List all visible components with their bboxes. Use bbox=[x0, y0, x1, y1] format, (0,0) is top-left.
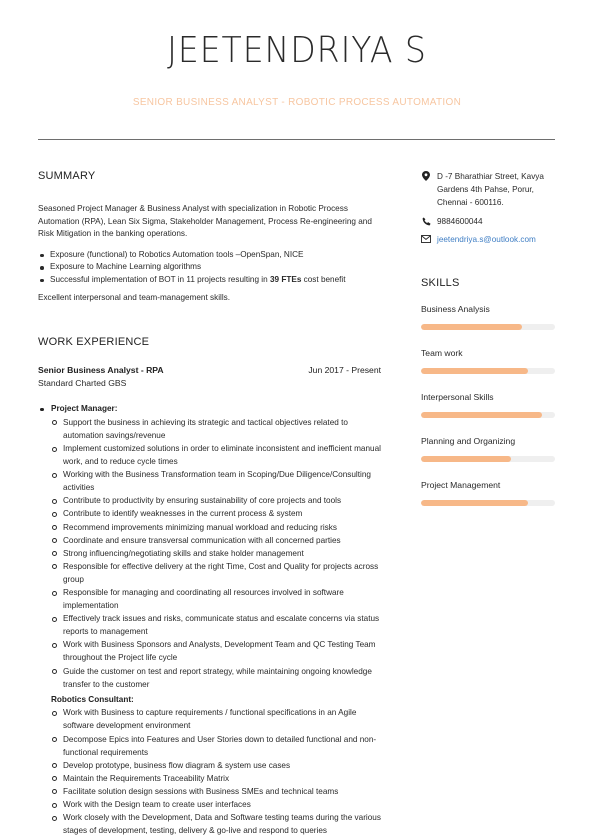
skill-name: Project Management bbox=[421, 480, 501, 490]
summary-heading: SUMMARY bbox=[38, 170, 96, 182]
email-link[interactable]: jeetendriya.s@outlook.com bbox=[437, 235, 536, 244]
duty-item: Recommend improvements minimizing manual workload and reducing risks bbox=[50, 521, 381, 534]
skill-level-bar bbox=[421, 368, 555, 374]
summary-bullet bbox=[38, 274, 381, 287]
role-title: Project Manager: bbox=[38, 403, 381, 416]
skill-level-fill bbox=[421, 500, 528, 506]
skill-level-bar bbox=[421, 324, 555, 330]
contact-email bbox=[421, 233, 556, 246]
skills-heading: SKILLS bbox=[421, 277, 460, 289]
duty-item: Implement customized solutions in order to eliminate inconsistent and inefficient manual work, and to reduce cycle times bbox=[50, 442, 381, 468]
summary-bullet: Exposure (functional) to Robotics Automation tools –OpenSpan, NICE bbox=[38, 249, 381, 262]
skill-item bbox=[421, 391, 556, 418]
skill-level-bar bbox=[421, 412, 555, 418]
duty-item: Responsible for effective delivery at the right Time, Cost and Quality for projects across group bbox=[50, 560, 381, 586]
duty-item: Develop prototype, business flow diagram & system use cases bbox=[50, 759, 381, 772]
skill-item bbox=[421, 347, 556, 374]
summary-bullets bbox=[38, 249, 381, 287]
job-dates: Jun 2017 - Present bbox=[308, 365, 381, 376]
job-title: Senior Business Analyst - RPA bbox=[38, 365, 164, 376]
duty-item: Work with Business to capture requirements / functional specifications in an Agile software development environment bbox=[50, 706, 381, 732]
duty-item: Responsible for managing and coordinating all resources involved in software implementation bbox=[50, 586, 381, 612]
skill-name: Planning and Organizing bbox=[421, 436, 516, 446]
skill-item bbox=[421, 479, 556, 506]
skills-list bbox=[421, 303, 556, 506]
mail-icon bbox=[421, 234, 431, 244]
address-text: D -7 Bharathiar Street, Kavya Gardens 4th Pahse, Porur, Chennai - 600116. bbox=[437, 172, 544, 207]
skill-level-fill bbox=[421, 324, 522, 330]
main-column bbox=[38, 170, 381, 837]
skill-item bbox=[421, 303, 556, 330]
skill-item bbox=[421, 435, 556, 462]
duty-item: Contribute to productivity by ensuring sustainability of core projects and tools bbox=[50, 494, 381, 507]
duty-item: Guide the customer on test and report strategy, while maintaining ongoing knowledge transfer to the customer bbox=[50, 665, 381, 691]
skill-level-bar bbox=[421, 456, 555, 462]
resume-name: JEETENDRIYA S bbox=[167, 30, 427, 71]
role-duties-list bbox=[38, 416, 381, 691]
duty-item: Working with the Business Transformation team in Scoping/Due Diligence/Consulting activities bbox=[50, 468, 381, 494]
contact-phone bbox=[421, 215, 556, 228]
duty-item: Support the business in achieving its strategic and tactical objectives related to automation savings/revenue bbox=[50, 416, 381, 442]
contact-address bbox=[421, 170, 556, 209]
skill-name: Interpersonal Skills bbox=[421, 392, 494, 402]
role-duties-list bbox=[38, 706, 381, 837]
resume-subtitle: SENIOR BUSINESS ANALYST - ROBOTIC PROCESS AUTOMATION bbox=[132, 97, 462, 108]
phone-text: 9884600044 bbox=[437, 217, 483, 226]
summary-bullet-text: Successful implementation of BOT in 11 projects resulting in bbox=[50, 274, 270, 284]
header-divider bbox=[38, 139, 555, 140]
sidebar-column bbox=[421, 170, 556, 506]
duty-item: Facilitate solution design sessions with Business SMEs and technical teams bbox=[50, 785, 381, 798]
skill-level-fill bbox=[421, 368, 528, 374]
duty-item: Work with Business Sponsors and Analysts, Development Team and QC Testing Team throughout the Project life cycle bbox=[50, 638, 381, 664]
summary-closing: Excellent interpersonal and team-management skills. bbox=[38, 292, 231, 302]
duty-item: Effectively track issues and risks, communicate status and escalate concerns via status reports to management bbox=[50, 612, 381, 638]
skill-name: Business Analysis bbox=[421, 304, 490, 314]
duty-item: Strong influencing/negotiating skills and stake holder management bbox=[50, 547, 381, 560]
experience-heading: WORK EXPERIENCE bbox=[38, 336, 150, 349]
summary-bullet: Exposure to Machine Learning algorithms bbox=[38, 261, 381, 274]
job-header bbox=[38, 364, 381, 377]
summary-bullet-bold: 39 FTEs bbox=[269, 274, 302, 284]
skill-level-bar bbox=[421, 500, 555, 506]
duty-item: Decompose Epics into Features and User Stories down to detailed functional and non-functional requirements bbox=[50, 733, 381, 759]
job-company: Standard Charted GBS bbox=[38, 378, 127, 389]
skill-level-fill bbox=[421, 412, 542, 418]
duty-item: Work with the Design team to create user interfaces bbox=[50, 798, 381, 811]
summary-bullet-text: cost benefit bbox=[301, 274, 346, 284]
map-pin-icon bbox=[421, 171, 431, 181]
phone-icon bbox=[421, 216, 431, 226]
skill-name: Team work bbox=[421, 348, 463, 358]
duty-item: Work closely with the Development, Data and Software testing teams during the various stages of development, testing, delivery & go-live and respond to queries bbox=[50, 811, 381, 837]
duty-item: Coordinate and ensure transversal communication with all concerned parties bbox=[50, 534, 381, 547]
duty-item: Maintain the Requirements Traceability Matrix bbox=[50, 772, 381, 785]
duty-item: Contribute to identify weaknesses in the current process & system bbox=[50, 507, 381, 520]
role-title: Robotics Consultant: bbox=[51, 694, 134, 704]
summary-paragraph: Seasoned Project Manager & Business Analyst with specialization in Robotic Process Automation (RPA), Lean Six Sigma, Stakeholder Management, Process Re-engineering and Risk Mitigation in the banking operations. bbox=[38, 204, 372, 239]
skill-level-fill bbox=[421, 456, 511, 462]
